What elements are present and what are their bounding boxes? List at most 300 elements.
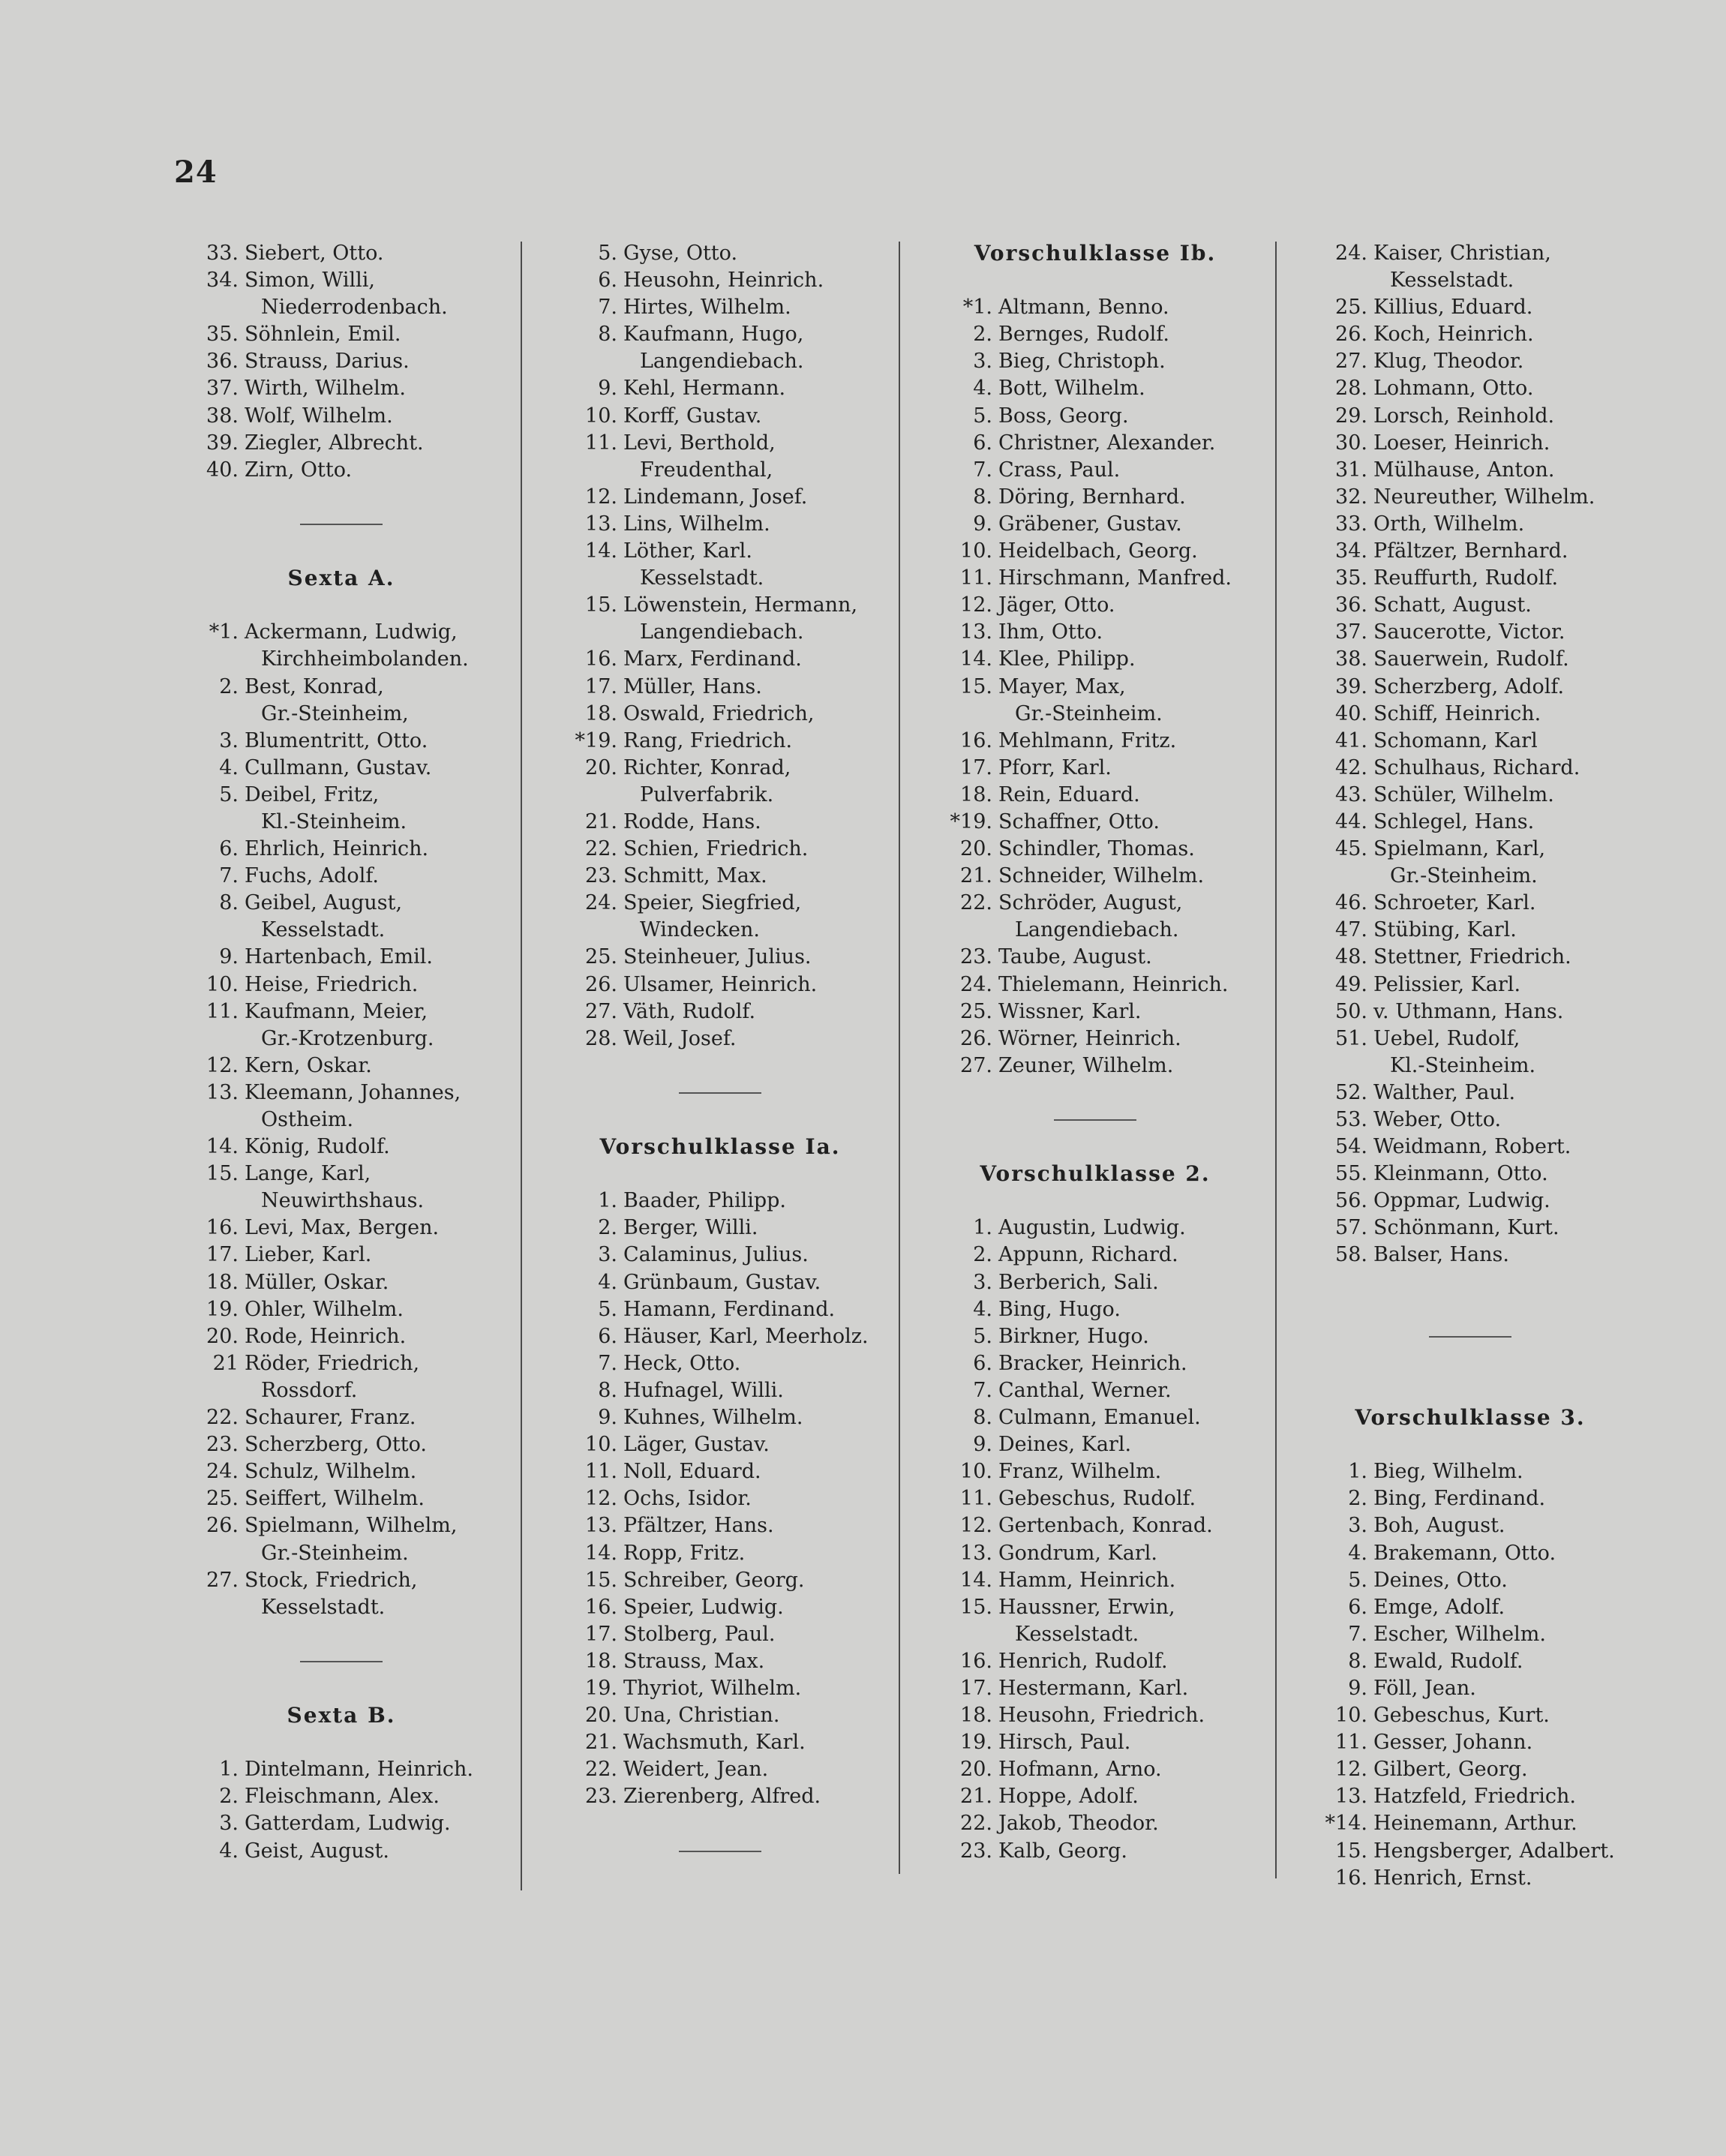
list-item (1301, 646, 1676, 673)
list-item (173, 1296, 548, 1323)
item-number: 54. (1335, 1135, 1367, 1159)
list-item (551, 1648, 926, 1675)
student-name: Kaufmann, Meier, (245, 999, 428, 1023)
item-number: 11. (206, 999, 239, 1023)
list-item (1301, 971, 1676, 998)
item-number: 18. (206, 1270, 239, 1294)
item-number: 57. (1335, 1216, 1367, 1240)
list-item (926, 1269, 1301, 1296)
student-name: Scherzberg, Adolf. (1373, 674, 1565, 698)
list-item (1301, 538, 1676, 565)
list-item (551, 809, 926, 836)
student-name: Hirtes, Wilhelm. (623, 296, 791, 320)
student-name: Zeuner, Wilhelm. (998, 1053, 1174, 1077)
item-number: 21. (585, 809, 617, 833)
item-number: 56. (1335, 1189, 1367, 1213)
student-name: Kuhnes, Wilhelm. (623, 1406, 803, 1430)
list-item (926, 1215, 1301, 1242)
list-item-continuation (173, 701, 548, 728)
list-item (1301, 944, 1676, 971)
list-item (1301, 294, 1676, 321)
list-item-continuation (551, 917, 926, 944)
list-item (551, 484, 926, 511)
student-name: Walther, Paul. (1373, 1080, 1516, 1104)
item-number: 46. (1335, 891, 1367, 915)
item-number: 2. (598, 1216, 617, 1240)
student-origin: Windecken. (640, 918, 760, 942)
item-number: 6. (598, 1324, 617, 1348)
item-number: 4. (973, 1297, 992, 1321)
student-name: Löther, Karl. (623, 539, 752, 563)
item-number: 17. (960, 1676, 992, 1700)
student-name: Schmitt, Max. (623, 864, 767, 888)
student-name: Strauss, Darius. (245, 350, 410, 374)
student-name: Augustin, Ludwig. (998, 1216, 1186, 1240)
student-origin: Rossdorf. (261, 1378, 358, 1402)
item-number: 28. (1335, 377, 1367, 401)
student-name: Schien, Friedrich. (623, 837, 809, 861)
student-name: Hartenbach, Emil. (245, 945, 433, 969)
student-name: Mülhause, Anton. (1373, 458, 1555, 482)
list-item (1301, 1242, 1676, 1269)
student-name: Emge, Adolf. (1373, 1595, 1505, 1619)
item-number: 5. (973, 404, 992, 428)
list-item (1301, 1025, 1676, 1052)
list-item (173, 619, 548, 646)
student-name: Bing, Ferdinand. (1373, 1487, 1546, 1511)
student-name: Best, Konrad, (245, 674, 384, 698)
list-item-continuation (1301, 1052, 1676, 1080)
item-number: 26. (206, 1514, 239, 1538)
student-name: Gebeschus, Kurt. (1373, 1704, 1550, 1728)
list-item (173, 782, 548, 809)
student-name: Ackermann, Ludwig, (245, 620, 458, 644)
section-heading-text: Vorschulklasse Ia. (599, 1134, 841, 1160)
item-number: 3. (219, 728, 239, 752)
list-item (551, 1269, 926, 1296)
student-origin: Kirchheimbolanden. (261, 647, 469, 671)
item-number: 5. (1348, 1568, 1367, 1592)
section-heading (551, 1134, 926, 1161)
student-name: Häuser, Karl, Meerholz. (623, 1324, 869, 1348)
student-name: Söhnlein, Emil. (245, 323, 401, 347)
list-item (1301, 565, 1676, 592)
student-name: Wirth, Wilhelm. (245, 377, 406, 401)
list-item (551, 1350, 926, 1377)
spacer (1301, 1350, 1676, 1377)
student-name: Weidert, Jean. (623, 1758, 769, 1782)
spacer (551, 1107, 926, 1134)
spacer (926, 1134, 1301, 1161)
spacer (173, 1675, 548, 1702)
student-origin: Kesselstadt. (640, 566, 764, 590)
list-item (173, 1756, 548, 1783)
list-item (1301, 240, 1676, 267)
item-number: 11. (960, 1487, 992, 1511)
spacer (1301, 1269, 1676, 1296)
spacer (1301, 1431, 1676, 1458)
list-item (926, 1242, 1301, 1269)
item-number: 4. (973, 377, 992, 401)
list-item (173, 863, 548, 890)
item-number: 24. (960, 972, 992, 996)
item-number: 13. (960, 1541, 992, 1565)
student-name: Hestermann, Karl. (998, 1676, 1189, 1700)
section-heading (926, 1161, 1301, 1188)
list-item (926, 430, 1301, 457)
student-name: Wörner, Heinrich. (998, 1026, 1181, 1050)
student-name: Uebel, Rudolf, (1373, 1026, 1520, 1050)
student-name: Strauss, Max. (623, 1649, 765, 1673)
item-number: 3. (973, 1270, 992, 1294)
student-name: Kleinmann, Otto. (1373, 1162, 1548, 1186)
item-number: 10. (1335, 1704, 1367, 1728)
student-origin: Ostheim. (261, 1108, 354, 1131)
item-number: 6. (598, 269, 617, 293)
item-number: 4. (598, 1270, 617, 1294)
student-name: Pfältzer, Hans. (623, 1514, 774, 1538)
item-number: 24. (1335, 242, 1367, 265)
list-item-continuation (173, 646, 548, 673)
list-item (1301, 1865, 1676, 1892)
student-name: Väth, Rudolf. (623, 999, 756, 1023)
list-item (173, 1458, 548, 1485)
list-item (173, 890, 548, 917)
student-name: Zirn, Otto. (245, 458, 353, 482)
student-name: Haussner, Erwin, (998, 1595, 1175, 1619)
student-name: Baader, Philipp. (623, 1189, 787, 1213)
item-number: 28. (585, 1026, 617, 1050)
spacer (551, 1052, 926, 1080)
list-item (926, 944, 1301, 971)
student-name: Koch, Heinrich. (1373, 323, 1534, 347)
item-number: 26. (1335, 323, 1367, 347)
student-name: Ehrlich, Heinrich. (245, 837, 429, 861)
student-name: Klug, Theodor. (1373, 350, 1524, 374)
item-number: 12. (1335, 1758, 1367, 1782)
student-name: Ropp, Fritz. (623, 1541, 746, 1565)
item-number: 24. (206, 1460, 239, 1484)
column-1 (173, 240, 548, 1865)
student-name: Oppmar, Ludwig. (1373, 1189, 1550, 1213)
student-name: Ohler, Wilhelm. (245, 1297, 404, 1321)
student-name: Schatt, August. (1373, 593, 1532, 617)
spacer (173, 484, 548, 511)
item-number: 18. (585, 1649, 617, 1673)
list-item-continuation (173, 917, 548, 944)
student-name: Heidelbach, Georg. (998, 539, 1198, 563)
list-item (551, 1377, 926, 1404)
student-name: Reuffurth, Rudolf. (1373, 566, 1559, 590)
list-item (551, 1323, 926, 1350)
item-number: 12. (585, 485, 617, 509)
student-name: Berger, Willi. (623, 1216, 758, 1240)
student-name: Stettner, Friedrich. (1373, 945, 1571, 969)
item-number: 48. (1335, 945, 1367, 969)
item-number: 14. (585, 539, 617, 563)
item-number: 25. (585, 945, 617, 969)
item-number: 16. (585, 1595, 617, 1619)
student-name: Hufnagel, Willi. (623, 1378, 784, 1402)
student-origin: Langendiebach. (640, 620, 804, 644)
spacer (173, 538, 548, 565)
student-name: Levi, Berthold, (623, 431, 776, 455)
student-name: Schüler, Wilhelm. (1373, 782, 1554, 806)
student-name: Deines, Otto. (1373, 1568, 1508, 1592)
item-number: 17. (206, 1243, 239, 1267)
item-number: 5. (598, 242, 617, 265)
section-heading (173, 1702, 548, 1729)
student-name: Altmann, Benno. (998, 296, 1169, 320)
list-item (926, 1458, 1301, 1485)
list-item-continuation (1301, 863, 1676, 890)
item-number: 36. (1335, 593, 1367, 617)
section-rule (173, 511, 548, 538)
separator-line (1429, 1336, 1511, 1338)
student-name: Korff, Gustav. (623, 404, 762, 428)
item-number: 38. (1335, 647, 1367, 671)
list-item-continuation (1301, 267, 1676, 294)
list-item (1301, 1540, 1676, 1567)
student-name: Müller, Hans. (623, 674, 762, 698)
list-item (173, 944, 548, 971)
student-origin: Gr.-Krotzenburg. (261, 1026, 434, 1050)
student-name: Siebert, Otto. (245, 242, 384, 265)
list-item (926, 998, 1301, 1025)
item-number: 26. (585, 972, 617, 996)
student-name: Henrich, Ernst. (1373, 1866, 1532, 1890)
item-number: 24. (585, 891, 617, 915)
student-name: Jäger, Otto. (998, 593, 1115, 617)
list-item (926, 1350, 1301, 1377)
student-name: Lieber, Karl. (245, 1243, 372, 1267)
student-origin: Niederrodenbach. (261, 296, 448, 320)
list-item-continuation (926, 917, 1301, 944)
list-item (173, 240, 548, 267)
list-item (1301, 917, 1676, 944)
list-item-continuation (173, 809, 548, 836)
section-rule (551, 1838, 926, 1865)
list-item (926, 321, 1301, 348)
list-item-continuation (173, 1377, 548, 1404)
section-heading-text: Vorschulklasse Ib. (974, 241, 1217, 266)
item-number: 18. (960, 782, 992, 806)
student-name: Weber, Otto. (1373, 1108, 1502, 1131)
item-number: 41. (1335, 728, 1367, 752)
list-item (1301, 1594, 1676, 1621)
item-number: 8. (1348, 1649, 1367, 1673)
list-item (551, 944, 926, 971)
list-item (551, 592, 926, 619)
list-item (1301, 1107, 1676, 1134)
item-number: 34. (206, 269, 239, 293)
item-number: 16. (960, 728, 992, 752)
student-name: Speier, Siegfried, (623, 891, 802, 915)
student-name: Birkner, Hugo. (998, 1324, 1149, 1348)
item-number: 35. (206, 323, 239, 347)
list-item (551, 321, 926, 348)
list-item (926, 863, 1301, 890)
student-name: Gyse, Otto. (623, 242, 738, 265)
list-item (551, 674, 926, 701)
student-name: Loeser, Heinrich. (1373, 431, 1550, 455)
item-number: 20. (960, 1758, 992, 1782)
list-item (551, 511, 926, 538)
item-number: 7. (1348, 1622, 1367, 1646)
list-item (551, 240, 926, 267)
list-item (551, 1404, 926, 1431)
list-item (1301, 430, 1676, 457)
list-item (926, 1594, 1301, 1621)
list-item (173, 971, 548, 998)
student-name: Schulhaus, Richard. (1373, 755, 1580, 779)
list-item (1301, 1567, 1676, 1594)
student-name: Lohmann, Otto. (1373, 377, 1534, 401)
item-number: 10. (585, 404, 617, 428)
list-item (1301, 782, 1676, 809)
item-number: 27. (1335, 350, 1367, 374)
student-name: Calaminus, Julius. (623, 1243, 809, 1267)
student-name: Richter, Konrad, (623, 755, 791, 779)
item-number: 7. (598, 296, 617, 320)
list-item (173, 321, 548, 348)
item-number: 25. (960, 999, 992, 1023)
item-number: 33. (1335, 512, 1367, 536)
item-number: *19. (575, 728, 617, 752)
list-item (1301, 1134, 1676, 1161)
student-origin: Kl.-Steinheim. (1390, 1053, 1536, 1077)
list-item (926, 1540, 1301, 1567)
item-number: 8. (973, 1406, 992, 1430)
student-name: Schaurer, Franz. (245, 1406, 416, 1430)
item-number: 7. (219, 864, 239, 888)
student-name: Una, Christian. (623, 1704, 780, 1728)
item-number: 6. (973, 431, 992, 455)
item-number: 16. (960, 1649, 992, 1673)
item-number: 15. (960, 674, 992, 698)
student-name: Röder, Friedrich, (245, 1351, 420, 1375)
list-item (1301, 1756, 1676, 1783)
student-name: Schröder, August, (998, 891, 1183, 915)
student-name: Schiff, Heinrich. (1373, 701, 1541, 725)
student-name: Escher, Wilhelm. (1373, 1622, 1546, 1646)
student-name: Dintelmann, Heinrich. (245, 1758, 473, 1782)
item-number: 9. (598, 377, 617, 401)
list-item (551, 1458, 926, 1485)
list-item (926, 1567, 1301, 1594)
list-item (551, 836, 926, 863)
item-number: 8. (598, 1378, 617, 1402)
list-item (1301, 890, 1676, 917)
list-item (173, 267, 548, 294)
student-name: Müller, Oskar. (245, 1270, 389, 1294)
student-name: Bott, Wilhelm. (998, 377, 1145, 401)
student-name: Pforr, Karl. (998, 755, 1112, 779)
item-number: 21. (960, 864, 992, 888)
list-item (1301, 1161, 1676, 1188)
student-name: v. Uthmann, Hans. (1373, 999, 1564, 1023)
list-item (551, 1215, 926, 1242)
item-number: 7. (973, 1378, 992, 1402)
student-name: Seiffert, Wilhelm. (245, 1487, 425, 1511)
item-number: 43. (1335, 782, 1367, 806)
student-origin: Neuwirthshaus. (261, 1189, 425, 1213)
list-item (173, 1810, 548, 1837)
list-item (551, 1188, 926, 1215)
item-number: 9. (973, 1433, 992, 1457)
item-number: 44. (1335, 809, 1367, 833)
item-number: 22. (960, 1812, 992, 1836)
item-number: 6. (219, 837, 239, 861)
list-item (926, 1052, 1301, 1080)
list-item (926, 1756, 1301, 1783)
list-item (551, 403, 926, 430)
list-item-continuation (926, 1621, 1301, 1648)
student-origin: Langendiebach. (1015, 918, 1179, 942)
item-number: 17. (585, 1622, 617, 1646)
item-number: 15. (585, 1568, 617, 1592)
item-number: 12. (206, 1053, 239, 1077)
student-name: Läger, Gustav. (623, 1433, 770, 1457)
list-item (173, 1215, 548, 1242)
item-number: 42. (1335, 755, 1367, 779)
item-number: 13. (1335, 1785, 1367, 1809)
list-item (926, 1675, 1301, 1702)
list-item-continuation (551, 782, 926, 809)
list-item (173, 1783, 548, 1810)
list-item (1301, 809, 1676, 836)
student-name: Boh, August. (1373, 1514, 1505, 1538)
student-name: Thyriot, Wilhelm. (623, 1676, 802, 1700)
section-rule (173, 1648, 548, 1675)
list-item (926, 782, 1301, 809)
student-name: Taube, August. (998, 945, 1152, 969)
student-name: Heck, Otto. (623, 1351, 741, 1375)
list-item (173, 1512, 548, 1539)
list-item (926, 619, 1301, 646)
list-item-continuation (173, 1594, 548, 1621)
list-item (1301, 1675, 1676, 1702)
student-name: Lins, Wilhelm. (623, 512, 770, 536)
list-item (926, 511, 1301, 538)
list-item (173, 1161, 548, 1188)
item-number: 9. (598, 1406, 617, 1430)
student-name: Gertenbach, Konrad. (998, 1514, 1213, 1538)
list-item (1301, 1621, 1676, 1648)
item-number: 16. (206, 1216, 239, 1240)
section-heading-text: Vorschulklasse 2. (980, 1161, 1211, 1187)
list-item (1301, 457, 1676, 484)
list-item (1301, 403, 1676, 430)
list-item (551, 890, 926, 917)
list-item (926, 1702, 1301, 1729)
item-number: 11. (1335, 1731, 1367, 1755)
list-item (173, 1052, 548, 1080)
item-number: 16. (1335, 1866, 1367, 1890)
list-item-continuation (173, 294, 548, 321)
list-item (173, 1242, 548, 1269)
item-number: 22. (585, 1758, 617, 1782)
list-item (551, 863, 926, 890)
student-name: Fleischmann, Alex. (245, 1785, 440, 1809)
list-item (173, 1567, 548, 1594)
list-item (551, 1594, 926, 1621)
student-name: Levi, Max, Bergen. (245, 1216, 440, 1240)
item-number: *14. (1325, 1812, 1367, 1836)
list-item (551, 1242, 926, 1269)
separator-line (300, 1661, 383, 1662)
item-number: 11. (960, 566, 992, 590)
